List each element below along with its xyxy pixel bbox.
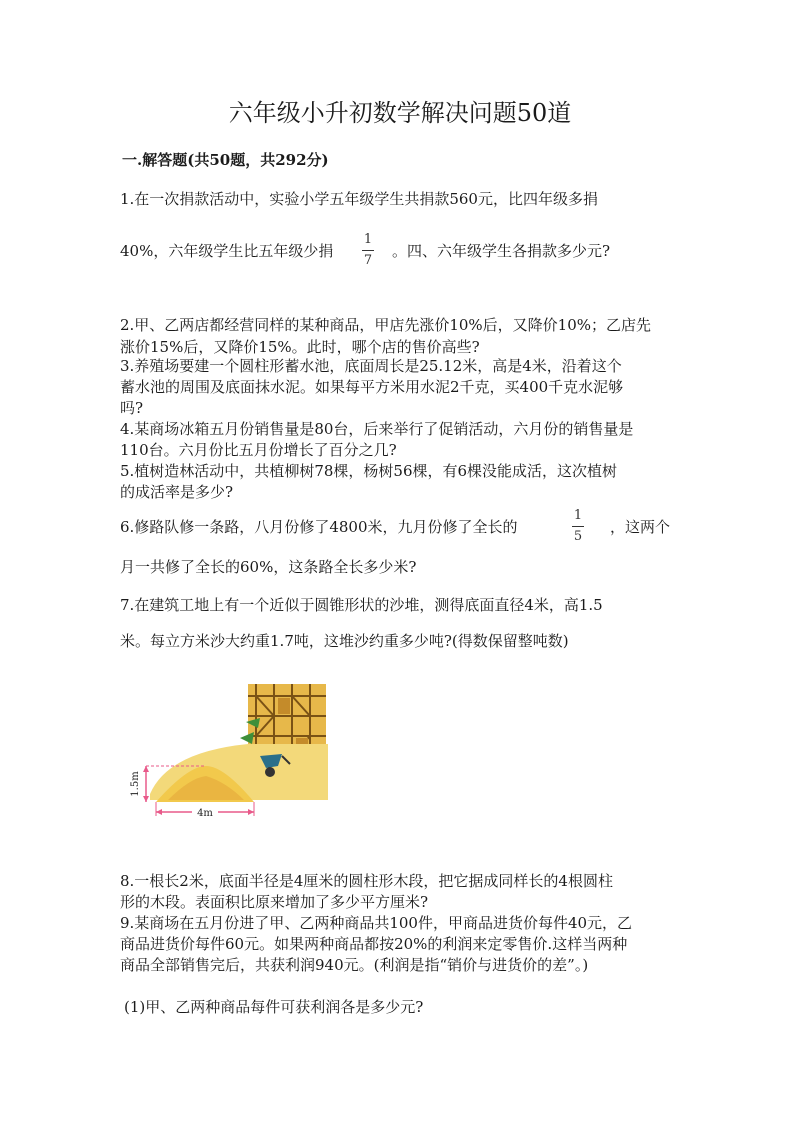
q2-line1: 2.甲、乙两店都经营同样的某种商品，甲店先涨价10%后，又降价10%；乙店先 bbox=[120, 316, 651, 334]
q3-line2: 蓄水池的周围及底面抹水泥。如果每平方米用水泥2千克，买400千克水泥够 bbox=[120, 378, 624, 396]
q8-line2: 形的木段。表面积比原来增加了多少平方厘米? bbox=[120, 893, 429, 911]
q8-line1: 8.一根长2米，底面半径是4厘米的圆柱形木段，把它据成同样长的4根圆柱 bbox=[120, 872, 613, 890]
q3-line1: 3.养殖场要建一个圆柱形蓄水池，底面周长是25.12米，高是4米，沿着这个 bbox=[120, 357, 622, 375]
sand-pile-figure bbox=[128, 682, 333, 830]
height-label: 1.5m bbox=[130, 771, 141, 797]
q9-line3: 商品全部销售完后，共获利润940元。(利润是指“销价与进货价的差”。) bbox=[120, 956, 589, 974]
q1-line1: 1.在一次捐款活动中，实验小学五年级学生共捐款560元，比四年级多捐 bbox=[120, 190, 598, 208]
q1-fraction-denominator: 7 bbox=[363, 253, 373, 268]
width-label: 4m bbox=[197, 808, 213, 819]
q6-fraction-numerator: 1 bbox=[573, 508, 583, 523]
q6-line1a: 6.修路队修一条路，八月份修了4800米，九月份修了全长的 bbox=[120, 518, 518, 536]
q6-fraction bbox=[568, 508, 588, 545]
arrow-left-icon bbox=[156, 809, 162, 815]
q3-line3: 吗? bbox=[120, 399, 144, 417]
q6-fraction-denominator: 5 bbox=[573, 529, 583, 544]
arrow-up-icon bbox=[143, 766, 149, 772]
page-title: 六年级小升初数学解决问题50道 bbox=[228, 99, 572, 127]
q5-line2: 的成活率是多少? bbox=[120, 483, 234, 501]
q7-line1: 7.在建筑工地上有一个近似于圆锥形状的沙堆，测得底面直径4米，高1.5 bbox=[120, 596, 603, 614]
q4-line2: 110台。六月份比五月份增长了百分之几? bbox=[120, 441, 397, 459]
q9-sub1: (1)甲、乙两种商品每件可获利润各是多少元? bbox=[124, 998, 424, 1016]
scaffold-window bbox=[278, 698, 290, 714]
q9-line1: 9.某商场在五月份进了甲、乙两种商品共100件，甲商品进货价每件40元，乙 bbox=[120, 914, 633, 932]
fraction-bar bbox=[572, 526, 584, 527]
q9-line2: 商品进货价每件60元。如果两种商品都按20%的利润来定零售价.这样当两种 bbox=[120, 935, 628, 953]
arrow-down-icon bbox=[143, 796, 149, 802]
q1-line2a: 40%，六年级学生比五年级少捐 bbox=[120, 242, 334, 260]
flag-icon bbox=[240, 732, 254, 744]
q2-line2: 涨价15%后，又降价15%。此时，哪个店的售价高些? bbox=[120, 338, 480, 356]
q4-line1: 4.某商场冰箱五月份销售量是80台，后来举行了促销活动，六月份的销售量是 bbox=[120, 420, 634, 438]
q7-line2: 米。每立方米沙大约重1.7吨，这堆沙约重多少吨?(得数保留整吨数) bbox=[120, 632, 569, 650]
q1-fraction-numerator: 1 bbox=[363, 232, 373, 247]
q1-line2b: 。四、六年级学生各捐款多少元? bbox=[392, 242, 611, 260]
q5-line1: 5.植树造林活动中，共植柳树78棵，杨树56棵，有6棵没能成活，这次植树 bbox=[120, 462, 618, 480]
section-heading: 一.解答题(共50题，共292分) bbox=[122, 151, 329, 169]
fraction-bar bbox=[362, 250, 374, 251]
q6-line2: 月一共修了全长的60%，这条路全长多少米? bbox=[120, 558, 417, 576]
q6-line1b: ，这两个 bbox=[610, 518, 671, 536]
q1-fraction bbox=[358, 232, 378, 269]
arrow-right-icon bbox=[248, 809, 254, 815]
